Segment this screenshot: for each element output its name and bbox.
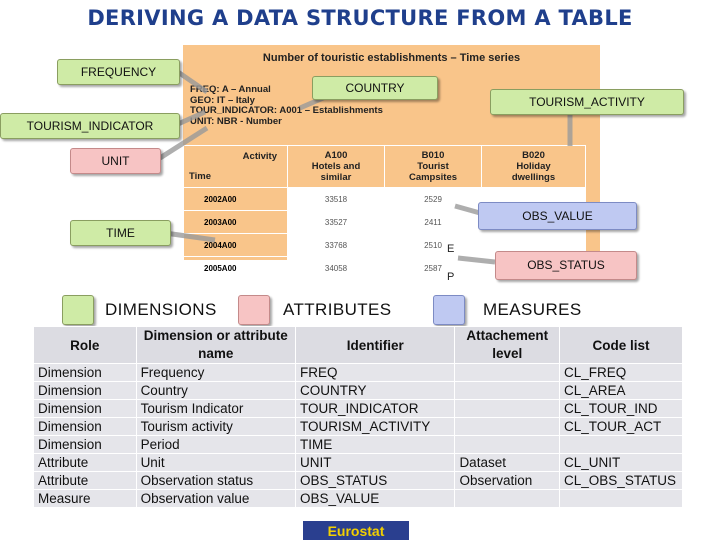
cell-value: 33768: [288, 234, 385, 257]
cell-attachment: Dataset: [455, 454, 560, 472]
cell-identifier: OBS_STATUS: [296, 472, 455, 490]
cell-value: 2411: [385, 211, 482, 234]
header-identifier: Identifier: [296, 327, 455, 364]
meta-tour-indicator: TOUR_INDICATOR: A001 – Establishments: [190, 105, 383, 116]
header-time: Time: [189, 171, 212, 182]
cell-code-list: CL_AREA: [560, 382, 683, 400]
legend-dimensions-label: DIMENSIONS: [105, 300, 217, 319]
source-table-title: Number of touristic establishments – Time series: [262, 52, 521, 64]
cell-attachment: [455, 436, 560, 454]
cell-role: Dimension: [34, 382, 137, 400]
cell-attachment: [455, 490, 560, 508]
cell-code-list: [560, 436, 683, 454]
meta-freq: FREQ: A – Annual: [190, 84, 271, 95]
callout-frequency: FREQUENCY: [57, 59, 180, 85]
cell-role: Dimension: [34, 364, 137, 382]
cell-identifier: TOUR_INDICATOR: [296, 400, 455, 418]
row-time: 2002A00: [184, 188, 288, 211]
table-row: [34, 418, 683, 436]
header-name: Dimension or attribute name: [136, 327, 295, 364]
header-code-list: Code list: [560, 327, 683, 364]
cell-role: Attribute: [34, 472, 137, 490]
column-header-b020: B020 Holiday dwellings: [482, 146, 586, 188]
data-structure-table: [33, 326, 683, 508]
legend-dimensions-swatch: [62, 295, 94, 325]
cell-identifier: UNIT: [296, 454, 455, 472]
cell-code-list: CL_OBS_STATUS: [560, 472, 683, 490]
cell-role: Attribute: [34, 454, 137, 472]
cell-code-list: [560, 490, 683, 508]
table-row: [34, 436, 683, 454]
callout-time: TIME: [70, 220, 171, 246]
callout-tourism-activity: TOURISM_ACTIVITY: [490, 89, 684, 115]
row-time: 2004A00: [184, 234, 288, 257]
callout-unit: UNIT: [70, 148, 161, 174]
cell-name: Unit: [136, 454, 295, 472]
cell-value: 2529: [385, 188, 482, 211]
page-title: DERIVING A DATA STRUCTURE FROM A TABLE: [87, 6, 633, 30]
cell-name: Period: [136, 436, 295, 454]
cell-role: Dimension: [34, 400, 137, 418]
row-time: 2005A00: [184, 257, 288, 280]
column-header-a100: A100 Hotels and similar: [288, 146, 385, 188]
header-activity: Activity: [242, 151, 277, 162]
cell-attachment: [455, 400, 560, 418]
callout-country: COUNTRY: [312, 76, 438, 100]
header-role: Role: [34, 327, 137, 364]
table-row: [34, 490, 683, 508]
status-flag-p: P: [447, 271, 455, 283]
cell-name: Frequency: [136, 364, 295, 382]
cell-identifier: COUNTRY: [296, 382, 455, 400]
cell-value: 34058: [288, 257, 385, 280]
cell-role: Measure: [34, 490, 137, 508]
status-flag-e: E: [447, 243, 455, 255]
table-row: [34, 454, 683, 472]
eurostat-logo: Eurostat: [303, 521, 409, 540]
table-header-row: [34, 327, 683, 364]
cell-identifier: FREQ: [296, 364, 455, 382]
cell-role: Dimension: [34, 436, 137, 454]
cell-role: Dimension: [34, 418, 137, 436]
callout-obs-value: OBS_VALUE: [478, 202, 637, 230]
cell-name: Observation status: [136, 472, 295, 490]
table-row: [34, 472, 683, 490]
cell-value: 33518: [288, 188, 385, 211]
cell-value: 33527: [288, 211, 385, 234]
cell-name: Country: [136, 382, 295, 400]
meta-unit: UNIT: NBR - Number: [190, 115, 282, 127]
cell-attachment: [455, 382, 560, 400]
legend-attributes-swatch: [238, 295, 270, 325]
cell-attachment: [455, 364, 560, 382]
row-time: 2003A00: [184, 211, 288, 234]
table-row: [34, 364, 683, 382]
callout-obs-status: OBS_STATUS: [495, 251, 637, 280]
cell-code-list: CL_FREQ: [560, 364, 683, 382]
legend-measures-label: MEASURES: [483, 300, 582, 319]
callout-tourism-indicator: TOURISM_INDICATOR: [0, 113, 180, 139]
cell-value: 2587: [385, 257, 482, 280]
cell-attachment: Observation: [455, 472, 560, 490]
cell-name: Tourism activity: [136, 418, 295, 436]
legend-attributes-label: ATTRIBUTES: [283, 300, 392, 319]
column-header-b010: B010 Tourist Campsites: [385, 146, 482, 188]
cell-code-list: CL_TOUR_IND: [560, 400, 683, 418]
cell-name: Tourism Indicator: [136, 400, 295, 418]
legend-measures-swatch: [433, 295, 465, 325]
meta-geo: GEO: IT – Italy: [190, 94, 255, 106]
header-attachment-level: Attachement level: [455, 327, 560, 364]
cell-name: Observation value: [136, 490, 295, 508]
cell-code-list: CL_TOUR_ACT: [560, 418, 683, 436]
table-row: [34, 382, 683, 400]
cell-identifier: OBS_VALUE: [296, 490, 455, 508]
cell-code-list: CL_UNIT: [560, 454, 683, 472]
cell-value: 2510: [385, 234, 482, 257]
cell-identifier: TIME: [296, 436, 455, 454]
table-row: [34, 400, 683, 418]
cell-attachment: [455, 418, 560, 436]
cell-identifier: TOURISM_ACTIVITY: [296, 418, 455, 436]
